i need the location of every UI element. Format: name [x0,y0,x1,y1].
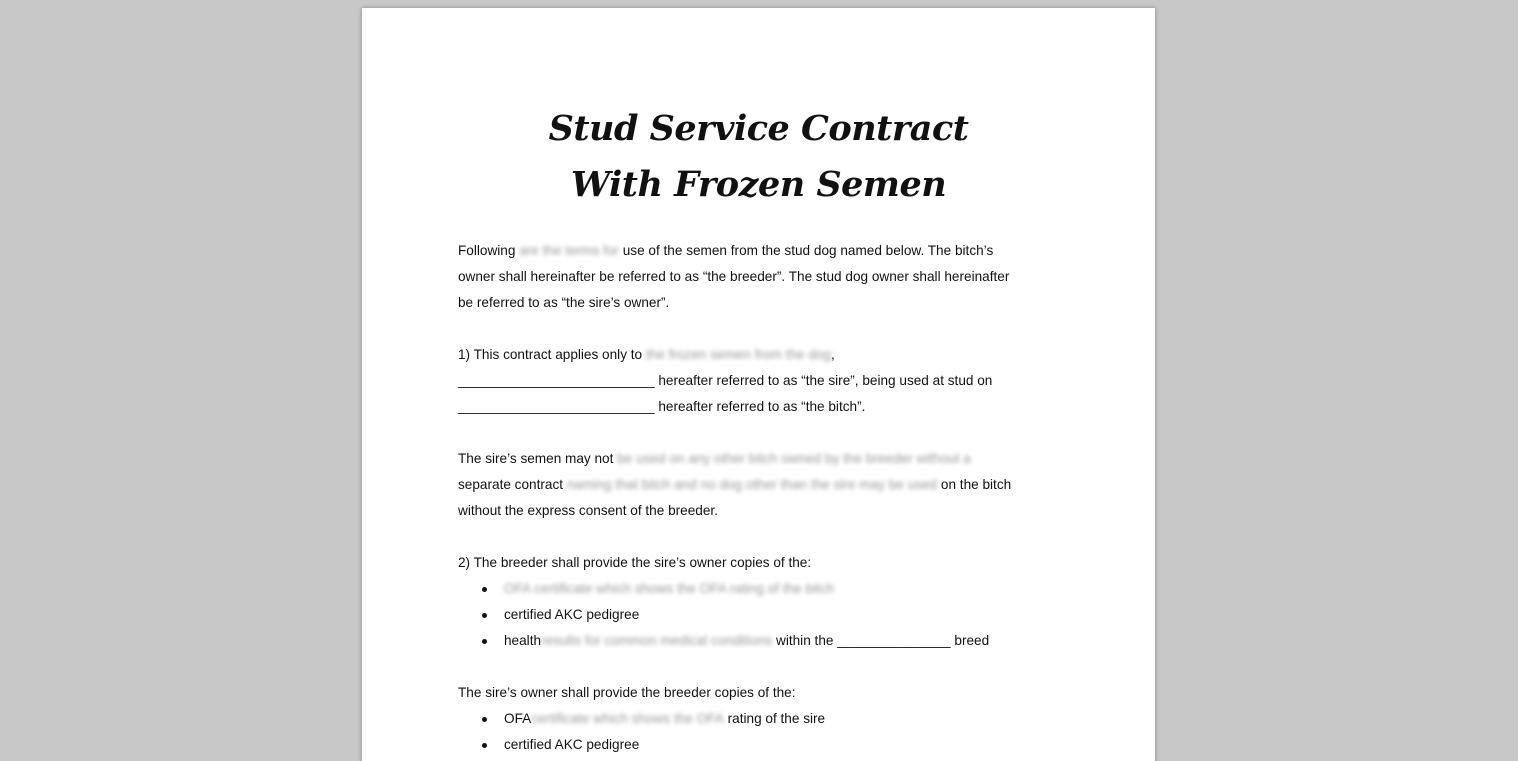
restriction-line-3: without the express consent of the breeder. [458,503,718,518]
bullet-icon [482,743,487,748]
intro-line-2: owner shall hereinafter be referred to as “the breeder”. The stud dog owner shall hereinafter [458,269,1010,284]
document-body [458,238,1058,758]
intro-line-1: Following are the terms for use of the semen from the stud dog named below. The bitch’s [458,243,994,258]
redacted-text: OFA certificate which shows the OFA rating of the bitch [504,581,835,596]
redacted-text: are the terms for [519,243,619,258]
section-1-line-3: __________________________ hereafter referred to as “the bitch”. [458,399,866,414]
document-page [362,8,1155,761]
bullet-icon [482,717,487,722]
bitch-name-blank: __________________________ [458,399,655,414]
sire-owner-heading: The sire’s owner shall provide the breeder copies of the: [458,685,796,700]
document-title-line-2: With Frozen Semen [570,164,947,205]
redacted-text: results for common medical conditions [541,633,773,648]
bullet-icon [482,639,487,644]
list-item: health results for common medical conditions within the _______________ breed [458,628,1058,654]
list-item [458,576,1058,602]
restriction-line-2: separate contract naming that bitch and no dog other than the sire may be used on the bitch [458,477,1012,492]
section-2-heading: 2) The breeder shall provide the sire’s owner copies of the: [458,555,812,570]
list-item: OFA certificate which shows the OFA rating of the sire [458,706,1058,732]
section-1-line-2: __________________________ hereafter referred to as “the sire”, being used at stud on [458,373,993,388]
list-item: certified AKC pedigree [458,602,1058,628]
redacted-text: be used on any other bitch owned by the breeder without a [617,451,971,466]
redacted-text: naming that bitch and no dog other than the sire may be used [566,477,938,492]
bullet-icon [482,613,487,618]
section-1-line-1: 1) This contract applies only to the frozen semen from the dog, [458,347,835,362]
document-title-line-1: Stud Service Contract [548,108,969,149]
list-item: certified AKC pedigree [458,732,1058,758]
bullet-icon [482,587,487,592]
redacted-text: certificate which shows the OFA [531,711,724,726]
sire-name-blank: __________________________ [458,373,655,388]
intro-line-3: be referred to as “the sire’s owner”. [458,295,670,310]
restriction-line-1: The sire’s semen may not be used on any other bitch owned by the breeder without a [458,451,971,466]
redacted-text: the frozen semen from the dog [645,347,832,362]
